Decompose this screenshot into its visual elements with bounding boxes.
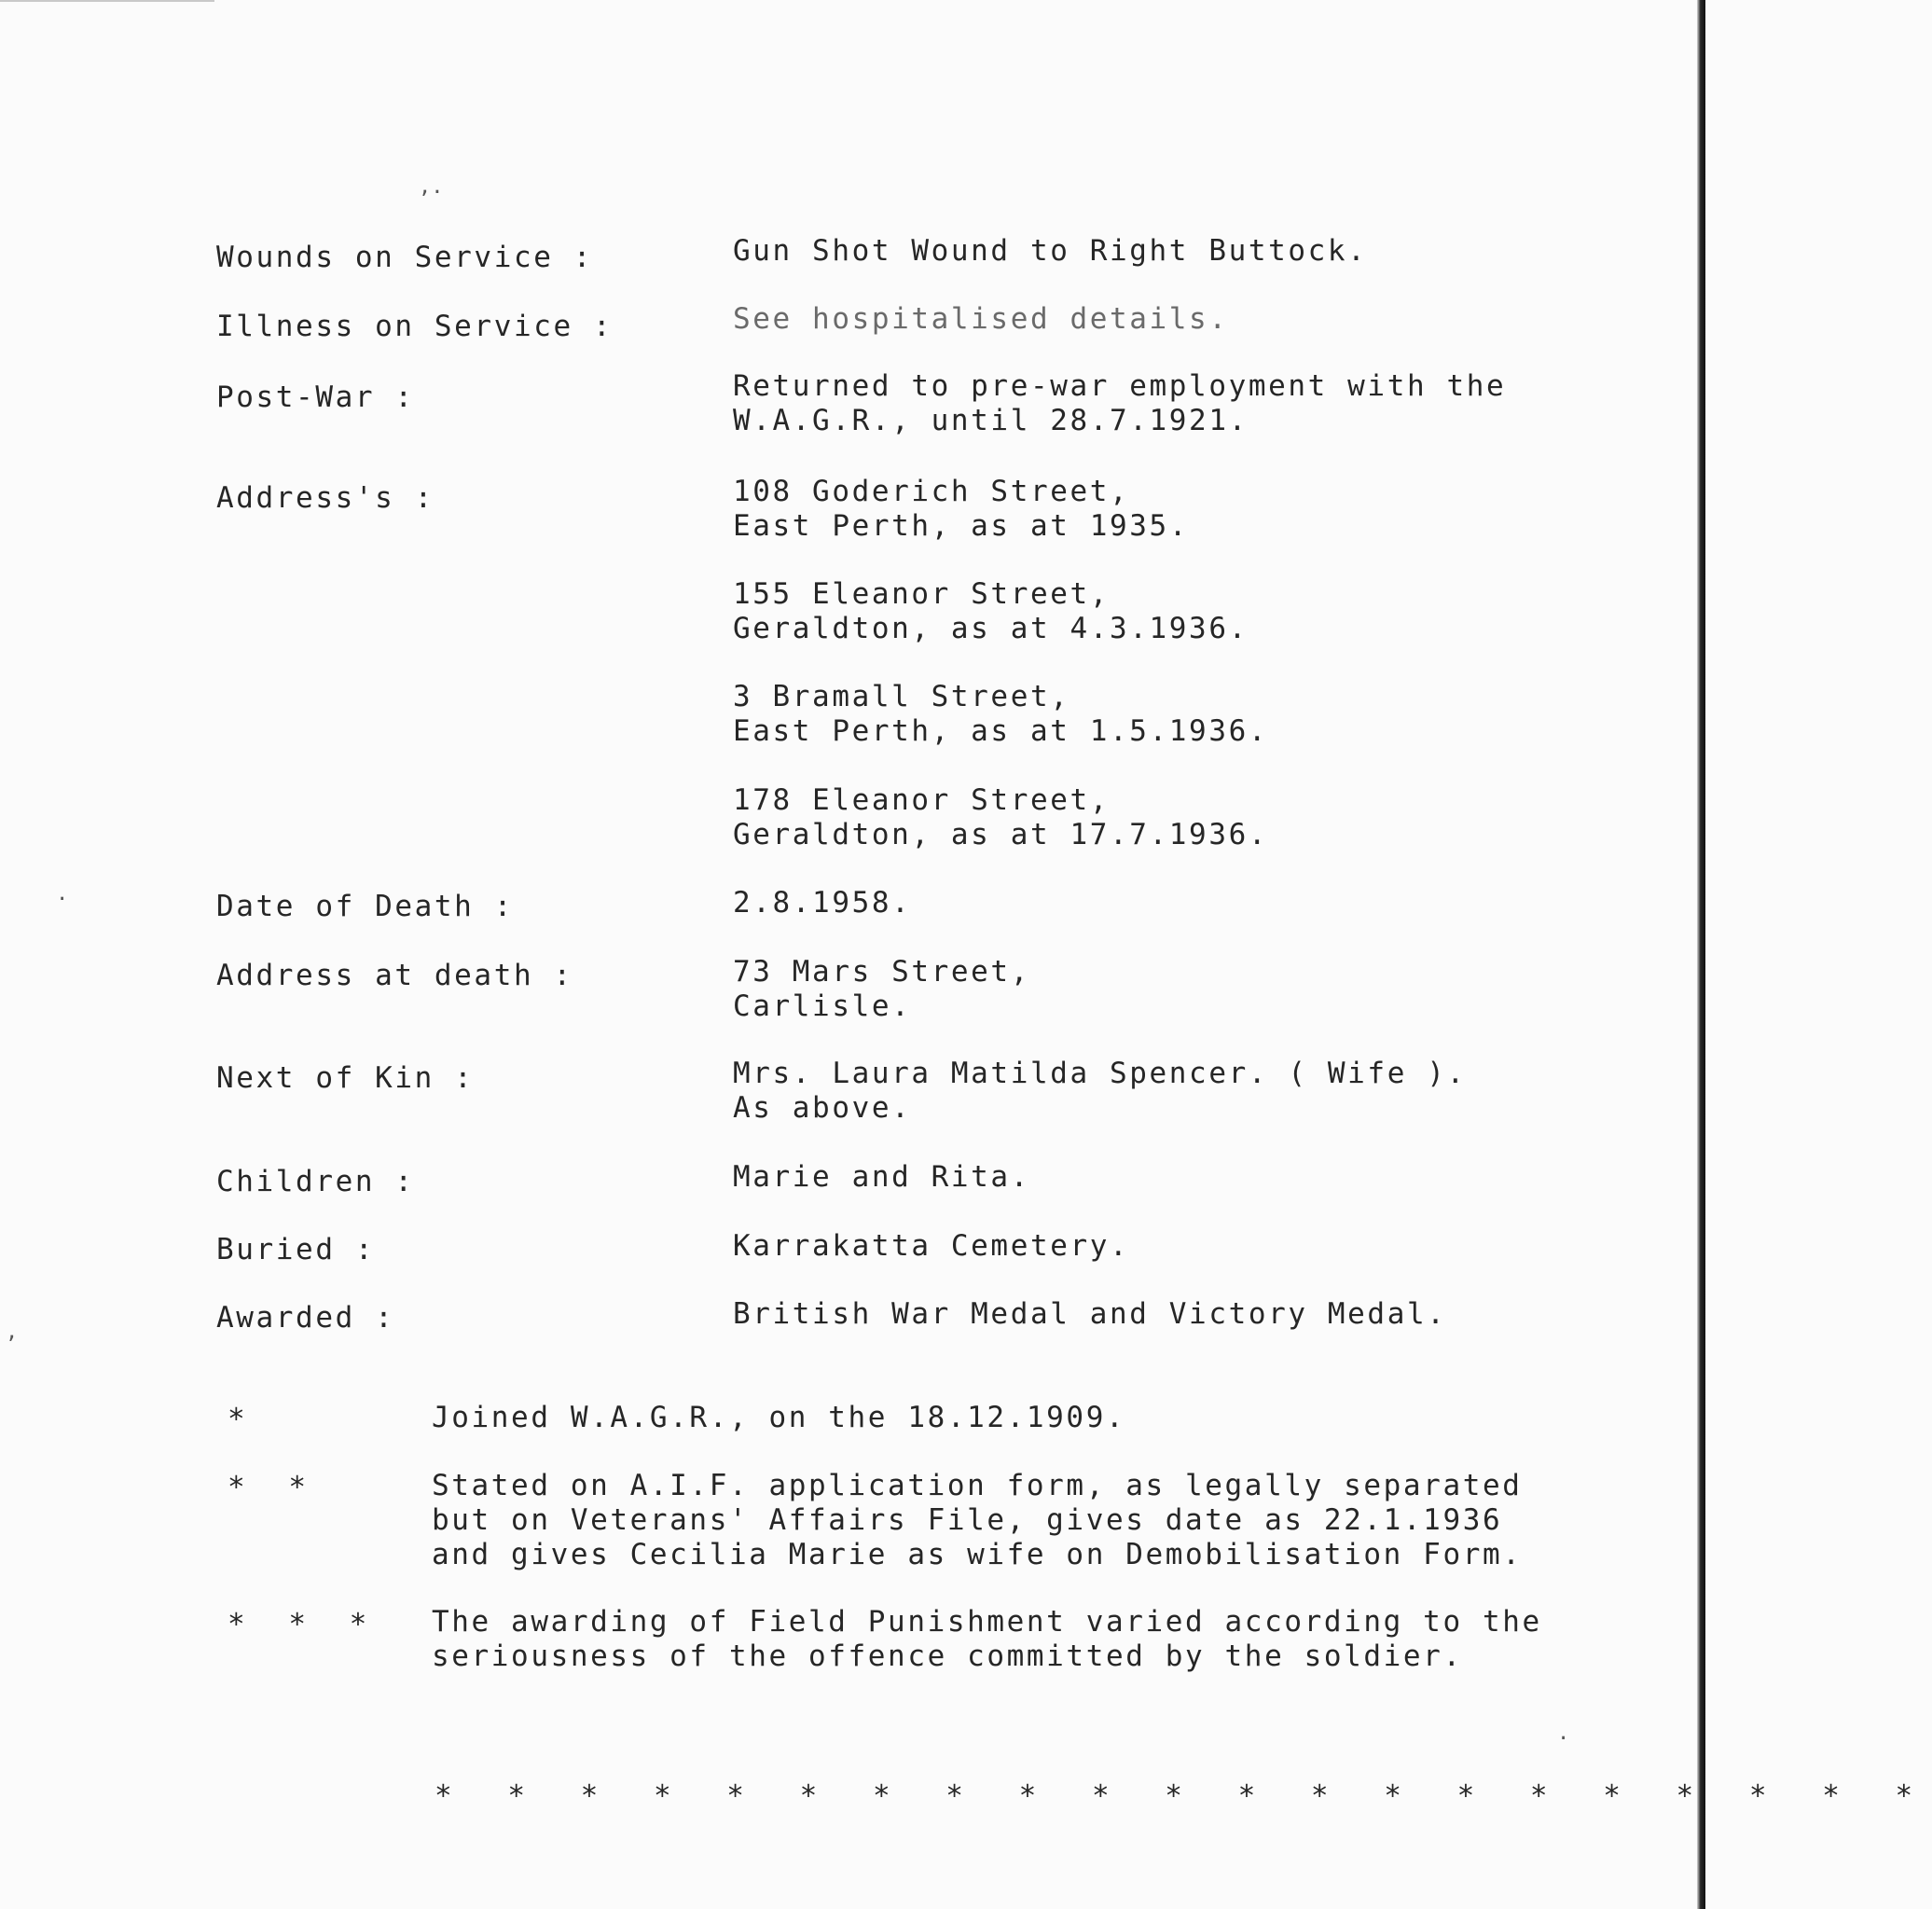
field-value-address-4	[733, 783, 1268, 852]
field-value-awarded	[733, 1297, 1447, 1332]
end-rule-asterisks: * * * * * * * * * * * * * * * * * * * * *	[435, 1779, 1932, 1813]
footnote-line: seriousness of the offence committed by the soldier.	[432, 1639, 1463, 1673]
value-line: East Perth, as at 1.5.1936.	[733, 714, 1269, 748]
value-line: Returned to pre-war employment with the	[733, 369, 1507, 403]
field-value-wounds	[733, 234, 1367, 269]
value-line: 178 Eleanor Street,	[733, 783, 1111, 817]
footnote-line: Stated on A.I.F. application form, as legally separated	[432, 1469, 1523, 1502]
field-value-buried	[733, 1229, 1129, 1264]
value-line: Gun Shot Wound to Right Buttock.	[733, 234, 1368, 268]
value-line: See hospitalised details.	[733, 302, 1229, 336]
value-line: Mrs. Laura Matilda Spencer. ( Wife ).	[733, 1057, 1467, 1090]
footnote-mark-3: * * *	[228, 1608, 380, 1641]
field-label-illness: Illness on Service :	[216, 310, 614, 343]
field-label-addresses: Address's :	[216, 481, 435, 515]
field-label-children: Children :	[216, 1165, 415, 1198]
field-value-date-of-death	[733, 886, 911, 920]
value-line: 3 Bramall Street,	[733, 680, 1070, 713]
footnote-text-1	[432, 1401, 1125, 1435]
field-label-awarded: Awarded :	[216, 1301, 395, 1335]
footnote-text-2	[432, 1469, 1523, 1572]
value-line: Carlisle.	[733, 989, 912, 1023]
field-value-address-3	[733, 680, 1268, 749]
footnote-line: and gives Cecilia Marie as wife on Demobilisation Form.	[432, 1538, 1523, 1571]
value-line: East Perth, as at 1935.	[733, 509, 1190, 543]
field-value-address-2	[733, 577, 1249, 646]
value-line: As above.	[733, 1091, 912, 1125]
scan-speck: .	[56, 882, 69, 906]
field-value-children	[733, 1160, 1030, 1195]
value-line: Geraldton, as at 17.7.1936.	[733, 818, 1269, 851]
field-label-buried: Buried :	[216, 1233, 376, 1266]
top-rule	[0, 0, 214, 2]
scan-speck: ,	[6, 1321, 19, 1344]
footnote-text-3	[432, 1605, 1542, 1674]
footnote-line: The awarding of Field Punishment varied according to the	[432, 1605, 1542, 1639]
field-value-post-war	[733, 369, 1506, 438]
field-value-address-at-death	[733, 955, 1030, 1024]
value-line: British War Medal and Victory Medal.	[733, 1297, 1447, 1331]
field-label-address-at-death: Address at death :	[216, 959, 573, 992]
value-line: 73 Mars Street,	[733, 955, 1030, 989]
footnote-line: but on Veterans' Affairs File, gives date as 22.1.1936	[432, 1503, 1503, 1537]
field-value-illness	[733, 302, 1229, 337]
value-line: 2.8.1958.	[733, 886, 912, 920]
value-line: W.A.G.R., until 28.7.1921.	[733, 404, 1249, 437]
field-label-post-war: Post-War :	[216, 380, 415, 414]
field-label-next-of-kin: Next of Kin :	[216, 1061, 475, 1095]
footnote-mark-1: *	[228, 1403, 258, 1436]
page-edge-shadow	[1697, 0, 1705, 1909]
field-label-date-of-death: Date of Death :	[216, 890, 514, 923]
value-line: 155 Eleanor Street,	[733, 577, 1111, 611]
field-label-wounds: Wounds on Service :	[216, 241, 594, 274]
value-line: Marie and Rita.	[733, 1160, 1030, 1194]
value-line: Geraldton, as at 4.3.1936.	[733, 612, 1249, 645]
field-value-address-1	[733, 475, 1189, 544]
footnote-line: Joined W.A.G.R., on the 18.12.1909.	[432, 1401, 1126, 1434]
scan-speck: ,.	[419, 175, 444, 199]
footnote-mark-2: * *	[228, 1471, 319, 1504]
scan-speck: .	[1557, 1722, 1570, 1745]
field-value-next-of-kin	[733, 1057, 1467, 1126]
value-line: 108 Goderich Street,	[733, 475, 1130, 508]
value-line: Karrakatta Cemetery.	[733, 1229, 1130, 1263]
